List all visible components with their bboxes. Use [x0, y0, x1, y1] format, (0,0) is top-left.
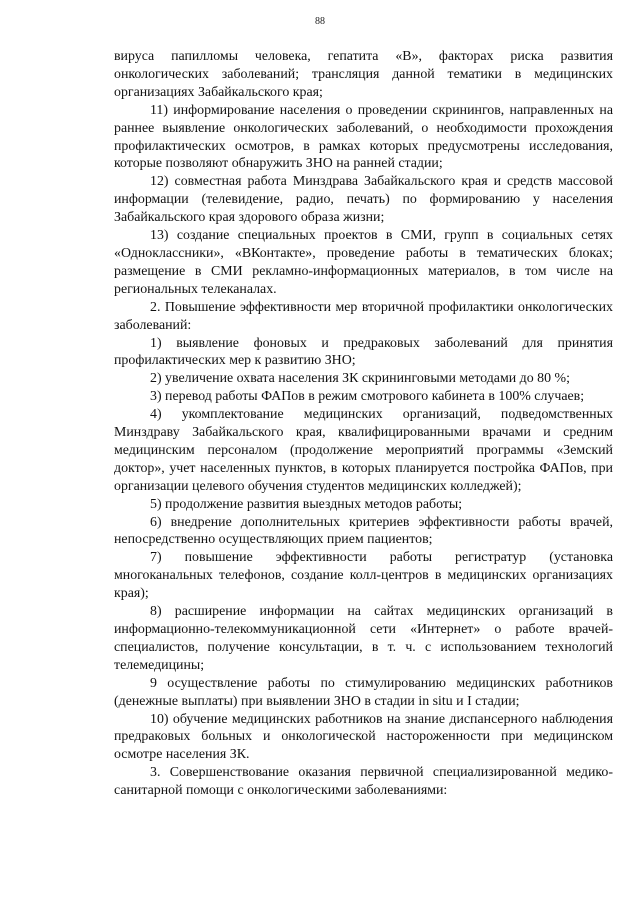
paragraph-item-9: 9 осуществление работы по стимулированию медицинских работников (денежные выплаты) при выявлении ЗНО в стадии in situ и I стадии;	[114, 675, 613, 709]
paragraph-item-7: 7) повышение эффективности работы регистратур (установка многоканальных телефонов, создание колл-центров в медицинских организациях края);	[114, 550, 613, 602]
section-heading-3: 3. Совершенствование оказания первичной специализированной медико-санитарной помощи с онкологическими заболеваниями:	[114, 765, 613, 799]
paragraph-item-5: 5) продолжение развития выездных методов работы;	[150, 496, 463, 512]
document-body	[114, 48, 613, 800]
paragraph-item-12: 12) совместная работа Минздрава Забайкальского края и средств массовой информации (телевидение, радио, печать) по формированию у населения Забайкальского края здорового образа жизни;	[114, 174, 613, 226]
paragraph-continuation: вируса папилломы человека, гепатита «В», факторах риска развития онкологических заболеваний; трансляция данной тематики в медицинских организациях Забайкальского края;	[114, 49, 613, 100]
section-heading-2: 2. Повышение эффективности мер вторичной профилактики онкологических заболеваний:	[114, 299, 613, 333]
paragraph-item-10: 10) обучение медицинских работников на знание диспансерного наблюдения предраковых больных и онкологической настороженности при медицинском осмотре населения ЗК.	[114, 711, 613, 763]
paragraph-item-3: 3) перевод работы ФАПов в режим смотрового кабинета в 100% случаев;	[150, 389, 585, 405]
paragraph-item-8: 8) расширение информации на сайтах медицинских организаций в информационно-телекоммуникационной сети «Интернет» о работе врачей-специалистов, получение консультации, в т. ч. с использованием технологий телемедицины;	[114, 604, 613, 673]
paragraph-item-1: 1) выявление фоновых и предраковых заболеваний для принятия профилактических мер к развитию ЗНО;	[114, 335, 613, 369]
paragraph-item-6: 6) внедрение дополнительных критериев эффективности работы врачей, непосредственно осуществляющих прием пациентов;	[114, 514, 613, 548]
paragraph-item-2: 2) увеличение охвата населения ЗК скрининговыми методами до 80 %;	[150, 371, 570, 387]
paragraph-item-13: 13) создание специальных проектов в СМИ, групп в социальных сетях «Одноклассники», «ВКонтакте», проведение работы в тематических блоках; размещение в СМИ рекламно-информационных материалов, в том числе на региональных телеканалах.	[114, 228, 613, 297]
paragraph-item-11: 11) информирование населения о проведении скринингов, направленных на раннее выявление онкологических заболеваний, о необходимости прохождения профилактических осмотров, в рамках которых предусмотрены исследования, которые позволяют обнаружить ЗНО на ранней стадии;	[114, 102, 613, 172]
paragraph-item-4: 4) укомплектование медицинских организаций, подведомственных Минздраву Забайкальского края, квалифицированными врачами и средним медицинским персоналом (продолжение мероприятий программы «Земский доктор», учет населенных пунктов, в которых планируется постройка ФАПов, при организации целевого обучения студентов медицинских колледжей);	[114, 407, 613, 494]
page-number: 88	[315, 16, 325, 27]
